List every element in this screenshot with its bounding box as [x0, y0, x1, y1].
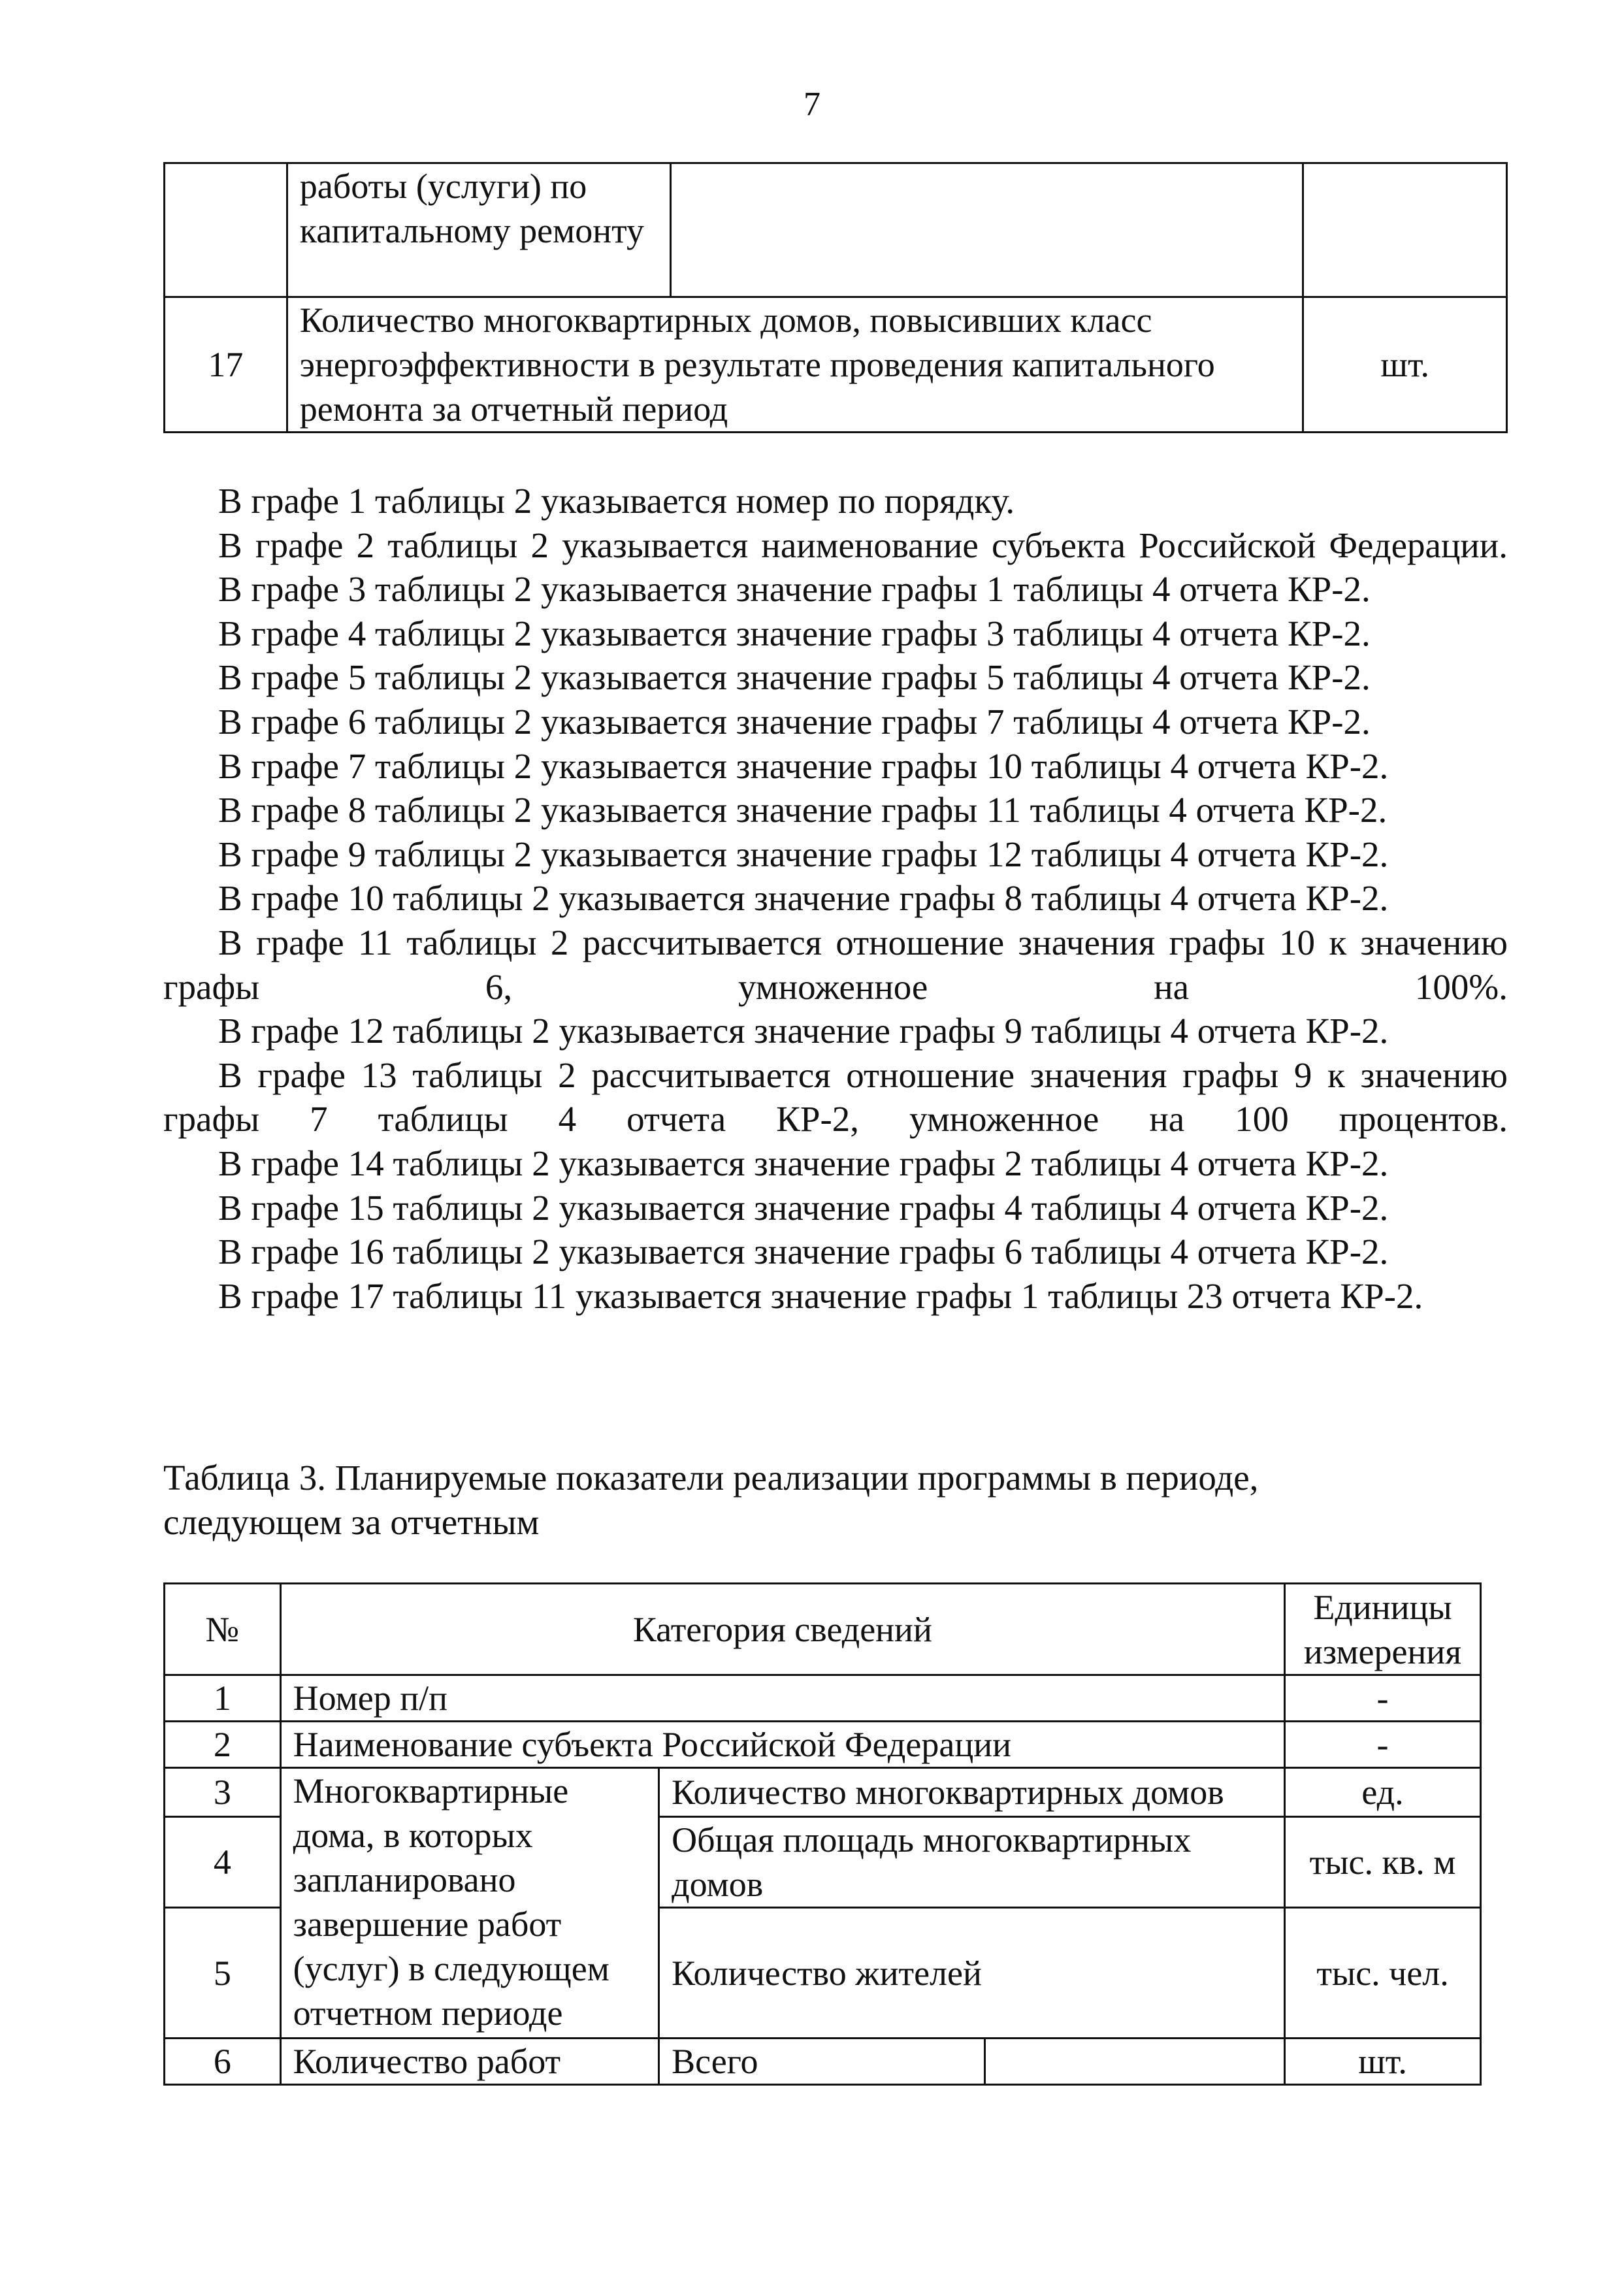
empty-cell	[671, 163, 1303, 297]
table-header-row	[165, 1584, 1481, 1675]
paragraph: В графе 8 таблицы 2 указывается значение графы 11 таблицы 4 отчета КР-2.	[218, 790, 1388, 830]
table-2-continuation	[163, 162, 1508, 433]
row-number-cell	[165, 163, 287, 297]
unit-cell	[1303, 163, 1507, 297]
header-unit: Единицы измерения	[1285, 1584, 1481, 1675]
paragraph: В графе 4 таблицы 2 указывается значение графы 3 таблицы 4 отчета КР-2.	[218, 613, 1371, 653]
paragraph: В графе 16 таблицы 2 указывается значение графы 6 таблицы 4 отчета КР-2.	[218, 1232, 1389, 1272]
row-label-cell: Общая площадь многоквартирных домов	[659, 1817, 1285, 1908]
row-label-cell: Номер п/п	[280, 1675, 1284, 1722]
paragraph: В графе 1 таблицы 2 указывается номер по порядку.	[218, 481, 1015, 521]
unit-cell: -	[1285, 1722, 1481, 1768]
table-row	[165, 297, 1507, 433]
paragraph: В графе 7 таблицы 2 указывается значение графы 10 таблицы 4 отчета КР-2.	[218, 746, 1389, 786]
paragraph: В графе 15 таблицы 2 указывается значение графы 4 таблицы 4 отчета КР-2.	[218, 1187, 1389, 1228]
row-number-cell: 5	[165, 1908, 281, 2039]
paragraph: В графе 12 таблицы 2 указывается значение графы 9 таблицы 4 отчета КР-2.	[218, 1011, 1389, 1051]
paragraph: В графе 14 таблицы 2 указывается значение графы 2 таблицы 4 отчета КР-2.	[218, 1143, 1389, 1183]
unit-cell: -	[1285, 1675, 1481, 1722]
table-row	[165, 1675, 1481, 1722]
paragraph: В графе 5 таблицы 2 указывается значение графы 5 таблицы 4 отчета КР-2.	[218, 657, 1371, 698]
table-3	[163, 1582, 1482, 2086]
unit-cell: тыс. кв. м	[1285, 1817, 1481, 1908]
sub-label-cell: Всего	[659, 2039, 985, 2085]
row-label-cell: Наименование субъекта Российской Федерации	[280, 1722, 1284, 1768]
paragraph: В графе 9 таблицы 2 указывается значение графы 12 таблицы 4 отчета КР-2.	[218, 834, 1389, 874]
table-row	[165, 1722, 1481, 1768]
paragraph: В графе 3 таблицы 2 указывается значение графы 1 таблицы 4 отчета КР-2.	[218, 569, 1371, 610]
header-category: Категория сведений	[280, 1584, 1284, 1675]
paragraph: В графе 13 таблицы 2 рассчитывается отношение значения графы 9 к значению графы 7 таблицы 4 отчета КР-2, умноженное на 100 процентов.	[163, 1055, 1508, 1139]
table-row	[165, 163, 1507, 297]
row-label-cell: Количество многоквартирных домов, повысивших класс энергоэффективности в результате проведения капитального ремонта за отчетный период	[287, 297, 1303, 433]
page-number: 7	[804, 86, 820, 123]
row-number-cell: 6	[165, 2039, 281, 2085]
row-label-cell: Количество работ	[280, 2039, 659, 2085]
row-number-cell: 4	[165, 1817, 281, 1908]
header-num: №	[165, 1584, 281, 1675]
paragraph: В графе 2 таблицы 2 указывается наименование субъекта Российской Федерации.	[218, 525, 1508, 565]
paragraph: В графе 11 таблицы 2 рассчитывается отношение значения графы 10 к значению графы 6, умноженное на 100%.	[163, 922, 1508, 1007]
row-number-cell: 17	[165, 297, 287, 433]
group-label-cell: Многоквартирные дома, в которых запланировано завершение работ (услуг) в следующем отчетном периоде	[280, 1768, 659, 2039]
table-3-caption	[163, 1456, 1508, 1545]
paragraph: В графе 10 таблицы 2 указывается значение графы 8 таблицы 4 отчета КР-2.	[218, 878, 1389, 919]
row-label-cell: Количество многоквартирных домов	[659, 1768, 1285, 1817]
table-row	[165, 1768, 1481, 1817]
unit-cell: шт.	[1303, 297, 1507, 433]
paragraph: В графе 17 таблицы 11 указывается значение графы 1 таблицы 23 отчета КР-2.	[218, 1275, 1423, 1316]
paragraph: В графе 6 таблицы 2 указывается значение графы 7 таблицы 4 отчета КР-2.	[218, 701, 1371, 742]
instructions-text	[163, 479, 1508, 1318]
caption-line: следующем за отчетным	[163, 1502, 540, 1542]
row-label-cell: работы (услуги) по капитальному ремонту	[287, 163, 671, 297]
row-number-cell: 3	[165, 1768, 281, 1817]
row-number-cell: 1	[165, 1675, 281, 1722]
unit-cell: ед.	[1285, 1768, 1481, 1817]
unit-cell: шт.	[1285, 2039, 1481, 2085]
value-cell	[985, 2039, 1285, 2085]
row-label-cell: Количество жителей	[659, 1908, 1285, 2039]
unit-cell: тыс. чел.	[1285, 1908, 1481, 2039]
table-row	[165, 2039, 1481, 2085]
row-number-cell: 2	[165, 1722, 281, 1768]
caption-line: Таблица 3. Планируемые показатели реализации программы в периоде,	[163, 1458, 1259, 1498]
